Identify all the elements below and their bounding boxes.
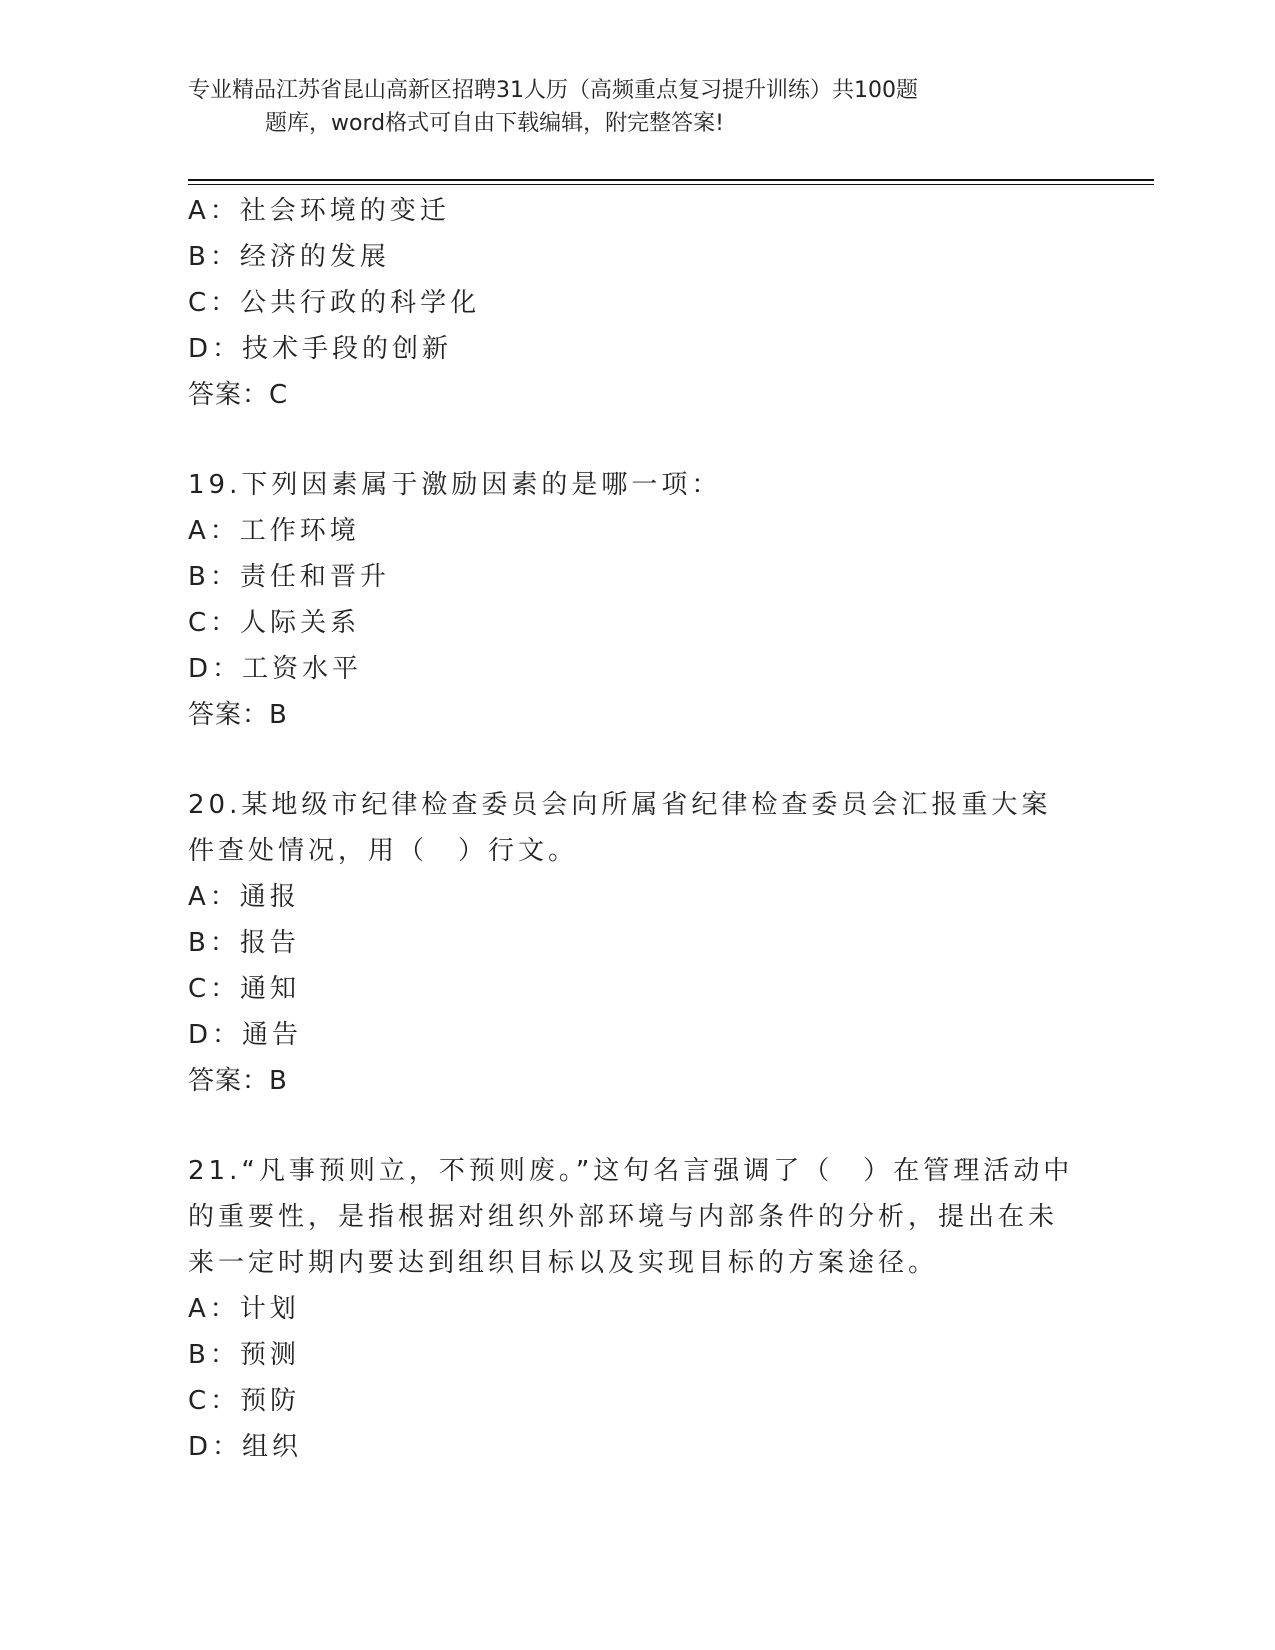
question-18-option-c: C：公共行政的科学化 bbox=[188, 288, 481, 318]
question-20-option-b: B：报告 bbox=[188, 928, 300, 958]
question-21-text: 21.“凡事预则立，不预则废。”这句名言强调了（ ）在管理活动中的重要性，是指根据对组织外部环境与内部条件的分析，提出在未来一定时期内要达到组织目标以及实现目标的方案途径。 bbox=[188, 1156, 1074, 1278]
question-21-option-a: A：计划 bbox=[188, 1294, 300, 1324]
question-19-option-b: B：责任和晋升 bbox=[188, 562, 390, 592]
question-19-answer: 答案：B bbox=[188, 700, 288, 730]
question-20-text: 20.某地级市纪律检查委员会向所属省纪律检查委员会汇报重大案件查处情况，用（ ）行文。 bbox=[188, 790, 1052, 866]
question-19-text: 19.下列因素属于激励因素的是哪一项： bbox=[188, 470, 722, 500]
question-18-answer: 答案：C bbox=[188, 380, 289, 410]
question-19-option-d: D：工资水平 bbox=[188, 654, 363, 684]
question-19-block bbox=[188, 462, 1088, 738]
question-20-option-d: D：通告 bbox=[188, 1020, 303, 1050]
question-18-option-a: A：社会环境的变迁 bbox=[188, 196, 450, 226]
header-divider-thick bbox=[188, 179, 1154, 181]
question-21-option-d: D：组织 bbox=[188, 1432, 303, 1462]
question-18-option-d: D：技术手段的创新 bbox=[188, 334, 453, 364]
question-19-option-c: C：人际关系 bbox=[188, 608, 361, 638]
question-20-block bbox=[188, 782, 1088, 1104]
question-21-option-b: B：预测 bbox=[188, 1340, 300, 1370]
question-20-option-a: A：通报 bbox=[188, 882, 300, 912]
spacer bbox=[188, 1104, 1088, 1148]
spacer bbox=[188, 738, 1088, 782]
question-21-option-c: C：预防 bbox=[188, 1386, 301, 1416]
document-header bbox=[188, 74, 1048, 140]
question-18-block bbox=[188, 188, 1088, 418]
question-20-answer: 答案：B bbox=[188, 1066, 288, 1096]
header-title-line-1: 专业精品江苏省昆山高新区招聘31人历（高频重点复习提升训练）共100题 bbox=[188, 78, 918, 103]
spacer bbox=[188, 418, 1088, 462]
question-18-option-b: B：经济的发展 bbox=[188, 242, 390, 272]
question-19-option-a: A：工作环境 bbox=[188, 516, 360, 546]
question-21-block bbox=[188, 1148, 1088, 1470]
question-20-option-c: C：通知 bbox=[188, 974, 301, 1004]
question-list bbox=[188, 188, 1088, 1470]
header-divider-thin bbox=[188, 184, 1154, 185]
header-title-line-2: 题库，word格式可自由下载编辑，附完整答案! bbox=[265, 111, 724, 136]
